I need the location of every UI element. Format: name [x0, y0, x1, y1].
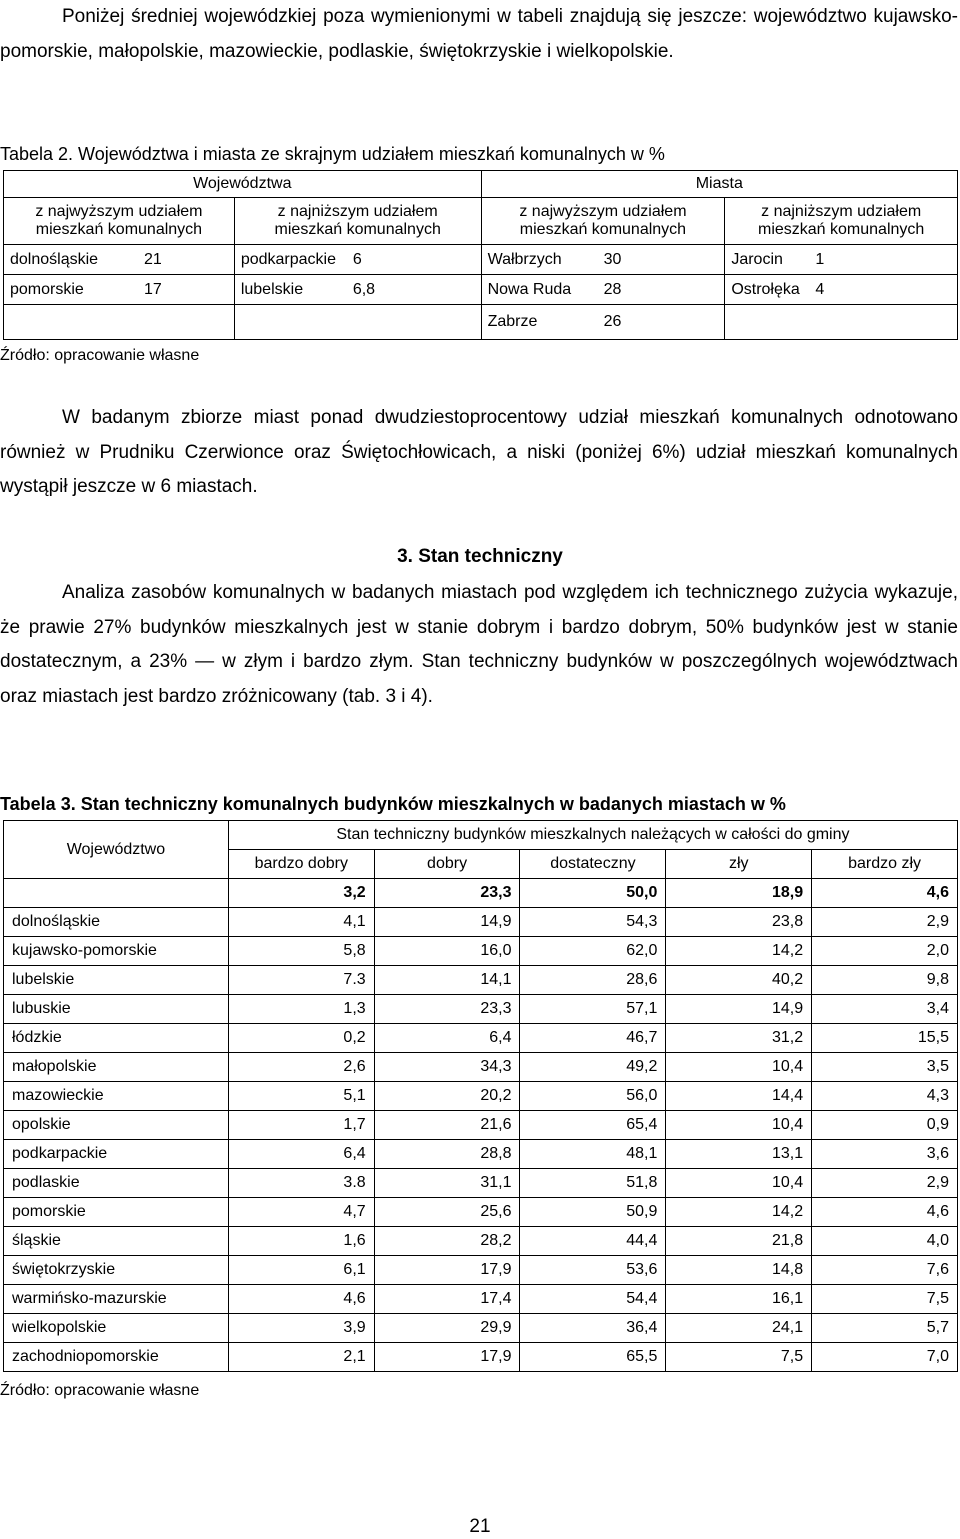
table3-cell: 3,5 — [812, 1053, 958, 1082]
table3-cell: 48,1 — [520, 1140, 666, 1169]
table3-cell: 49,2 — [520, 1053, 666, 1082]
table3-region-name: pomorskie — [4, 1198, 229, 1227]
table2-city-high-value: 30 — [603, 250, 622, 268]
table3-col-header: bardzo zły — [812, 850, 958, 879]
table3-cell: 7,5 — [812, 1285, 958, 1314]
table3-cell: 46,7 — [520, 1024, 666, 1053]
table3-region-name: łódzkie — [4, 1024, 229, 1053]
table2-city-high-name: Wałbrzych — [487, 250, 562, 268]
table3 — [3, 820, 958, 1372]
table2-city-high-name: Nowa Ruda — [487, 280, 572, 298]
table3-total-row — [4, 879, 958, 908]
table3-cell: 44,4 — [520, 1227, 666, 1256]
table3-cell: 31,2 — [666, 1024, 812, 1053]
table3-total-label — [4, 879, 229, 908]
table3-cell: 6,4 — [374, 1024, 520, 1053]
table3-region-name: mazowieckie — [4, 1082, 229, 1111]
table3-cell: 9,8 — [812, 966, 958, 995]
table3-region-name: dolnośląskie — [4, 908, 229, 937]
table2-voiv-high-value: 17 — [144, 280, 162, 298]
table3-cell: 4,6 — [812, 1198, 958, 1227]
table3-cell: 0,2 — [228, 1024, 374, 1053]
table3-region-name: zachodniopomorskie — [4, 1343, 229, 1372]
table3-cell: 4,6 — [228, 1285, 374, 1314]
table3-cell: 15,5 — [812, 1024, 958, 1053]
table3-cell: 3,4 — [812, 995, 958, 1024]
table3-cell: 5,7 — [812, 1314, 958, 1343]
table3-cell: 1,3 — [228, 995, 374, 1024]
table3-cell: 4,7 — [228, 1198, 374, 1227]
table3-cell: 40,2 — [666, 966, 812, 995]
table3-region-name: opolskie — [4, 1111, 229, 1140]
table3-total-cell: 4,6 — [812, 879, 958, 908]
table2-voiv-low-value: 6 — [352, 250, 362, 268]
table3-region-name: podkarpackie — [4, 1140, 229, 1169]
table3-cell: 29,9 — [374, 1314, 520, 1343]
page-number: 21 — [469, 1516, 491, 1537]
table3-total-cell: 3,2 — [228, 879, 374, 908]
table3-region-name: lubelskie — [4, 966, 229, 995]
table2-row — [4, 245, 958, 275]
table3-cell: 28,8 — [374, 1140, 520, 1169]
table3-cell: 21,8 — [666, 1227, 812, 1256]
table3-row — [4, 1314, 958, 1343]
table3-cell: 2,1 — [228, 1343, 374, 1372]
table3-cell: 25,6 — [374, 1198, 520, 1227]
table3-region-name: świętokrzyskie — [4, 1256, 229, 1285]
table3-cell: 17,4 — [374, 1285, 520, 1314]
table3-cell: 53,6 — [520, 1256, 666, 1285]
table3-cell: 56,0 — [520, 1082, 666, 1111]
table3-cell: 0,9 — [812, 1111, 958, 1140]
table3-cell: 10,4 — [666, 1053, 812, 1082]
table3-header-region: Województwo — [4, 821, 229, 879]
table3-row — [4, 1024, 958, 1053]
table3-region-name: warmińsko-mazurskie — [4, 1285, 229, 1314]
table3-cell: 20,2 — [374, 1082, 520, 1111]
table3-cell: 2,6 — [228, 1053, 374, 1082]
table2-city-low-name: Ostrołęka — [731, 280, 800, 298]
table2-city-high-value: 28 — [603, 280, 622, 298]
table3-cell: 14,1 — [374, 966, 520, 995]
table3-row — [4, 1111, 958, 1140]
table3-cell: 57,1 — [520, 995, 666, 1024]
table3-cell: 17,9 — [374, 1343, 520, 1372]
table3-region-name: małopolskie — [4, 1053, 229, 1082]
table2-voiv-low-value: 6,8 — [352, 280, 376, 298]
table3-region-name: lubuskie — [4, 995, 229, 1024]
section-heading: 3. Stan techniczny — [397, 546, 563, 567]
table3-row — [4, 908, 958, 937]
table3-row — [4, 1169, 958, 1198]
table3-col-header: zły — [666, 850, 812, 879]
table3-cell: 1,6 — [228, 1227, 374, 1256]
table2-header-city-low: z najniższym udziałem mieszkań komunalnych — [725, 198, 958, 245]
table2-row — [4, 275, 958, 305]
table3-cell: 54,4 — [520, 1285, 666, 1314]
table3-cell: 28,6 — [520, 966, 666, 995]
table3-cell: 23,8 — [666, 908, 812, 937]
table2-caption: Tabela 2. Województwa i miasta ze skrajnym udziałem mieszkań komunalnych w % — [0, 144, 665, 164]
table2 — [3, 170, 958, 340]
table3-cell: 2,0 — [812, 937, 958, 966]
table2-voiv-high-name: pomorskie — [10, 280, 84, 298]
table3-col-header: bardzo dobry — [228, 850, 374, 879]
table3-col-header: dostateczny — [520, 850, 666, 879]
table3-cell: 10,4 — [666, 1111, 812, 1140]
table3-row — [4, 966, 958, 995]
table3-cell: 54,3 — [520, 908, 666, 937]
table3-cell: 5,8 — [228, 937, 374, 966]
table3-total-cell: 23,3 — [374, 879, 520, 908]
table3-cell: 7,6 — [812, 1256, 958, 1285]
table3-row — [4, 1285, 958, 1314]
table3-row — [4, 1343, 958, 1372]
table3-cell: 23,3 — [374, 995, 520, 1024]
table3-cell: 14,2 — [666, 937, 812, 966]
table3-row — [4, 1140, 958, 1169]
table3-cell: 28,2 — [374, 1227, 520, 1256]
table3-cell: 65,5 — [520, 1343, 666, 1372]
table3-cell: 65,4 — [520, 1111, 666, 1140]
table3-total-cell: 50,0 — [520, 879, 666, 908]
table3-cell: 3,9 — [228, 1314, 374, 1343]
table3-cell: 24,1 — [666, 1314, 812, 1343]
table2-group-cities: Miasta — [481, 171, 957, 198]
table3-row — [4, 1256, 958, 1285]
table3-cell: 14,9 — [666, 995, 812, 1024]
table3-cell: 31,1 — [374, 1169, 520, 1198]
table2-city-low-value: 1 — [815, 250, 825, 268]
table3-cell: 16,0 — [374, 937, 520, 966]
table3-row — [4, 937, 958, 966]
table3-cell: 5,1 — [228, 1082, 374, 1111]
table3-cell: 10,4 — [666, 1169, 812, 1198]
table2-city-low-value: 4 — [815, 280, 825, 298]
table3-cell: 17,9 — [374, 1256, 520, 1285]
table2-header-voiv-low: z najniższym udziałem mieszkań komunalnych — [234, 198, 481, 245]
table3-cell: 14,8 — [666, 1256, 812, 1285]
table3-cell: 4,0 — [812, 1227, 958, 1256]
table3-cell: 51,8 — [520, 1169, 666, 1198]
table3-region-name: kujawsko-pomorskie — [4, 937, 229, 966]
table3-cell: 4,3 — [812, 1082, 958, 1111]
table3-cell: 14,2 — [666, 1198, 812, 1227]
table3-cell: 2,9 — [812, 1169, 958, 1198]
table3-region-name: podlaskie — [4, 1169, 229, 1198]
table3-cell: 4,1 — [228, 908, 374, 937]
paragraph-2: Analiza zasobów komunalnych w badanych miastach pod względem ich technicznego zużycia wykazuje, że prawie 27% budynków mieszkalnych jest w stanie dobrym i bardzo dobrym, 50% budynków jest w stanie dostatecznym, a 23% — w złym i bardzo złym. Stan techniczny budynków w poszczególnych województwach oraz miastach jest bardzo zróżnicowany (tab. 3 i 4). — [0, 582, 958, 707]
table3-cell: 14,9 — [374, 908, 520, 937]
table3-cell: 36,4 — [520, 1314, 666, 1343]
table2-row — [4, 305, 958, 340]
table3-cell: 21,6 — [374, 1111, 520, 1140]
table2-source: Źródło: opracowanie własne — [0, 347, 200, 364]
table3-cell: 13,1 — [666, 1140, 812, 1169]
table2-voiv-low-name: lubelskie — [240, 280, 304, 298]
table3-col-header: dobry — [374, 850, 520, 879]
table2-city-high-name: Zabrze — [487, 313, 538, 330]
table3-cell: 3.8 — [228, 1169, 374, 1198]
table3-source: Źródło: opracowanie własne — [0, 1382, 200, 1399]
table3-cell: 7.3 — [228, 966, 374, 995]
table3-cell: 1,7 — [228, 1111, 374, 1140]
table3-cell: 7,0 — [812, 1343, 958, 1372]
table2-group-voivodeships: Województwa — [4, 171, 482, 198]
table2-voiv-high-name: dolnośląskie — [10, 250, 99, 268]
table3-cell: 2,9 — [812, 908, 958, 937]
paragraph-1: W badanym zbiorze miast ponad dwudziestoprocentowy udział mieszkań komunalnych odnotowano również w Prudniku Czerwionce oraz Świętochłowicach, a niski (poniżej 6%) udział mieszkań komunalnych wystąpił jeszcze w 6 miastach. — [0, 407, 958, 497]
table3-total-cell: 18,9 — [666, 879, 812, 908]
table2-voiv-low-name: podkarpackie — [240, 250, 336, 268]
table3-region-name: śląskie — [4, 1227, 229, 1256]
table2-city-low-name: Jarocin — [731, 250, 783, 268]
table3-cell: 6,4 — [228, 1140, 374, 1169]
intro-paragraph: Poniżej średniej wojewódzkiej poza wymienionymi w tabeli znajdują się jeszcze: województwo kujawsko-pomorskie, małopolskie, mazowieckie, podlaskie, świętokrzyskie i wielkopolskie. — [0, 6, 958, 62]
table2-header-voiv-high: z najwyższym udziałem mieszkań komunalnych — [4, 198, 235, 245]
table3-row — [4, 1082, 958, 1111]
table3-row — [4, 1227, 958, 1256]
table3-row — [4, 1053, 958, 1082]
table3-cell: 62,0 — [520, 937, 666, 966]
table2-voiv-high-value: 21 — [144, 250, 162, 268]
table3-cell: 7,5 — [666, 1343, 812, 1372]
table3-cell: 50,9 — [520, 1198, 666, 1227]
table3-cell: 34,3 — [374, 1053, 520, 1082]
table2-header-city-high: z najwyższym udziałem mieszkań komunalnych — [481, 198, 725, 245]
table3-row — [4, 1198, 958, 1227]
table3-group-header: Stan techniczny budynków mieszkalnych należących w całości do gminy — [228, 821, 957, 850]
table2-city-high-value: 26 — [603, 313, 622, 330]
table3-caption: Tabela 3. Stan techniczny komunalnych budynków mieszkalnych w badanych miastach w % — [0, 794, 786, 814]
table3-row — [4, 995, 958, 1024]
table3-cell: 3,6 — [812, 1140, 958, 1169]
table3-cell: 6,1 — [228, 1256, 374, 1285]
table3-cell: 14,4 — [666, 1082, 812, 1111]
table3-cell: 16,1 — [666, 1285, 812, 1314]
table3-region-name: wielkopolskie — [4, 1314, 229, 1343]
